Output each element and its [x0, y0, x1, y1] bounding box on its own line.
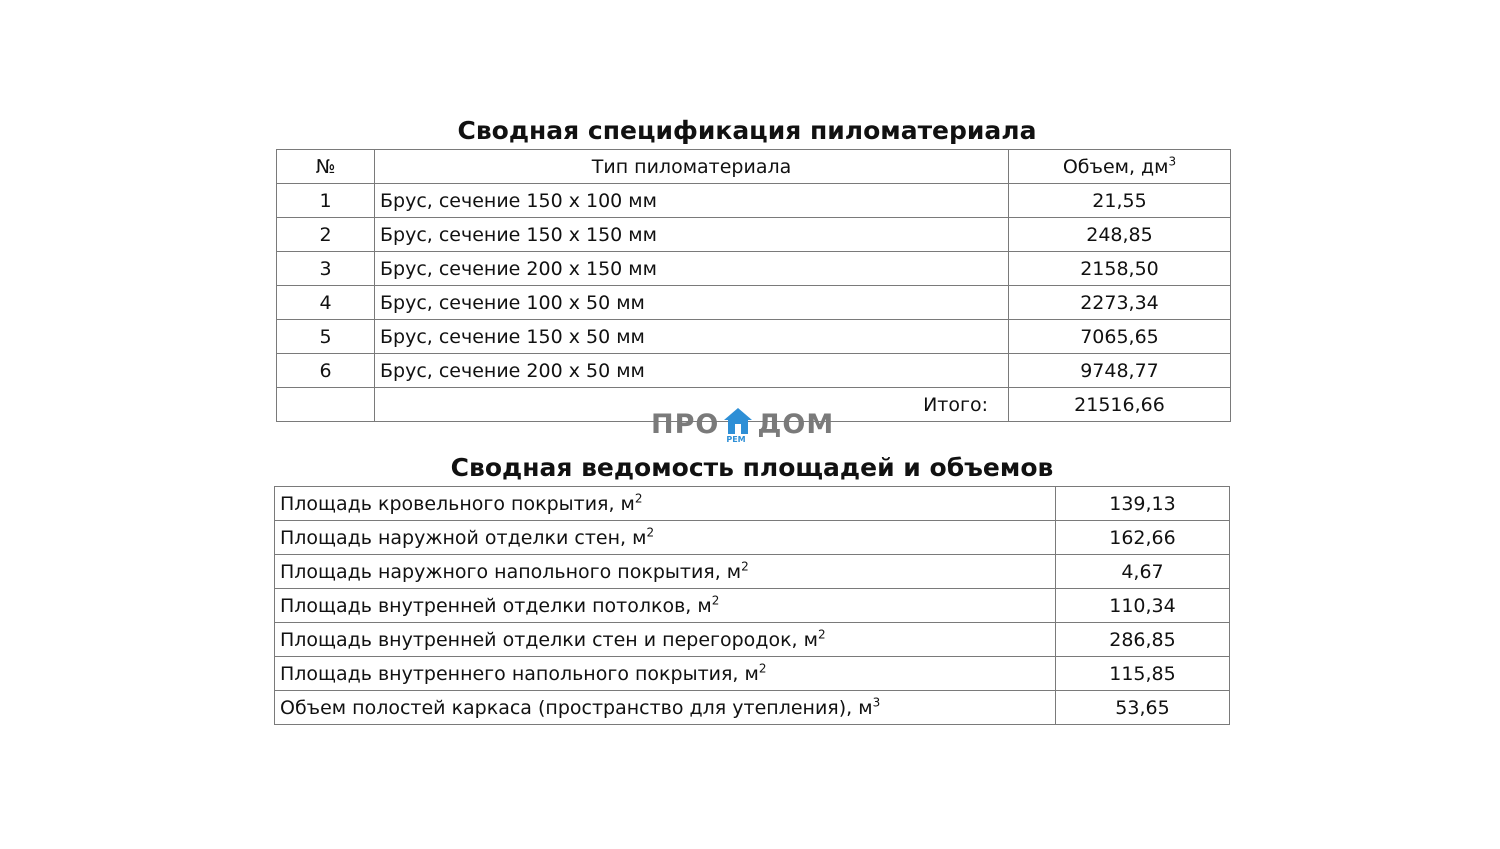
area-unit-sup: 3 — [872, 695, 881, 710]
header-volume-unit: 3 — [1168, 154, 1177, 169]
house-icon — [723, 407, 753, 444]
row-volume: 21,55 — [1009, 184, 1231, 218]
logo-small-text: РЕМ — [726, 435, 746, 444]
table-row — [277, 320, 1231, 354]
total-label: Итого: — [375, 388, 1009, 422]
table-row — [277, 218, 1231, 252]
row-num: 1 — [277, 184, 375, 218]
row-type: Брус, сечение 200 х 150 мм — [375, 252, 1009, 286]
area-value: 286,85 — [1056, 623, 1230, 657]
table-header-row — [277, 150, 1231, 184]
areas-title: Сводная ведомость площадей и объемов — [450, 453, 1054, 482]
table-row — [275, 691, 1230, 725]
area-label — [275, 691, 1056, 725]
logo-text-right: ДОМ — [757, 408, 835, 440]
area-label-text: Площадь внутренней отделки потолков, м — [280, 594, 712, 617]
row-num: 3 — [277, 252, 375, 286]
table-row — [275, 623, 1230, 657]
table-row — [277, 354, 1231, 388]
area-label — [275, 623, 1056, 657]
area-unit-sup: 2 — [711, 593, 720, 608]
area-unit-sup: 2 — [817, 627, 826, 642]
header-volume-label: Объем, дм — [1062, 155, 1169, 178]
area-label-text: Объем полостей каркаса (пространство для утепления), м — [280, 696, 873, 719]
logo-text-left: ПРО — [651, 408, 720, 440]
area-label-text: Площадь внутренней отделки стен и перегородок, м — [280, 628, 818, 651]
row-type: Брус, сечение 150 х 50 мм — [375, 320, 1009, 354]
row-volume: 9748,77 — [1009, 354, 1231, 388]
lumber-spec-table — [276, 149, 1231, 422]
row-num: 2 — [277, 218, 375, 252]
area-value: 162,66 — [1056, 521, 1230, 555]
logo — [651, 404, 851, 444]
area-value: 4,67 — [1056, 555, 1230, 589]
row-volume: 248,85 — [1009, 218, 1231, 252]
area-unit-sup: 2 — [646, 525, 655, 540]
area-label-text: Площадь кровельного покрытия, м — [280, 492, 635, 515]
table-row — [275, 589, 1230, 623]
row-volume: 7065,65 — [1009, 320, 1231, 354]
area-value: 115,85 — [1056, 657, 1230, 691]
row-type: Брус, сечение 100 х 50 мм — [375, 286, 1009, 320]
area-label — [275, 555, 1056, 589]
area-label-text: Площадь наружного напольного покрытия, м — [280, 560, 742, 583]
area-unit-sup: 2 — [758, 661, 767, 676]
table-row — [277, 184, 1231, 218]
area-unit-sup: 2 — [634, 491, 643, 506]
row-type: Брус, сечение 200 х 50 мм — [375, 354, 1009, 388]
row-volume: 2158,50 — [1009, 252, 1231, 286]
area-label — [275, 657, 1056, 691]
table-row — [277, 286, 1231, 320]
area-label-text: Площадь внутреннего напольного покрытия, м — [280, 662, 759, 685]
area-value: 110,34 — [1056, 589, 1230, 623]
areas-table — [274, 486, 1230, 725]
area-value: 53,65 — [1056, 691, 1230, 725]
row-type: Брус, сечение 150 х 150 мм — [375, 218, 1009, 252]
lumber-spec-title: Сводная спецификация пиломатериала — [457, 116, 1037, 145]
total-value: 21516,66 — [1009, 388, 1231, 422]
header-type: Тип пиломатериала — [375, 150, 1009, 184]
header-volume — [1009, 150, 1231, 184]
table-row — [275, 487, 1230, 521]
table-row — [275, 555, 1230, 589]
row-num: 6 — [277, 354, 375, 388]
row-num: 4 — [277, 286, 375, 320]
table-row — [275, 657, 1230, 691]
total-empty-cell — [277, 388, 375, 422]
row-num: 5 — [277, 320, 375, 354]
area-label — [275, 589, 1056, 623]
table-row — [277, 252, 1231, 286]
header-num: № — [277, 150, 375, 184]
row-type: Брус, сечение 150 х 100 мм — [375, 184, 1009, 218]
area-label — [275, 487, 1056, 521]
area-unit-sup: 2 — [741, 559, 749, 574]
area-label — [275, 521, 1056, 555]
area-value: 139,13 — [1056, 487, 1230, 521]
area-label-text: Площадь наружной отделки стен, м — [280, 526, 647, 549]
row-volume: 2273,34 — [1009, 286, 1231, 320]
table-row — [275, 521, 1230, 555]
